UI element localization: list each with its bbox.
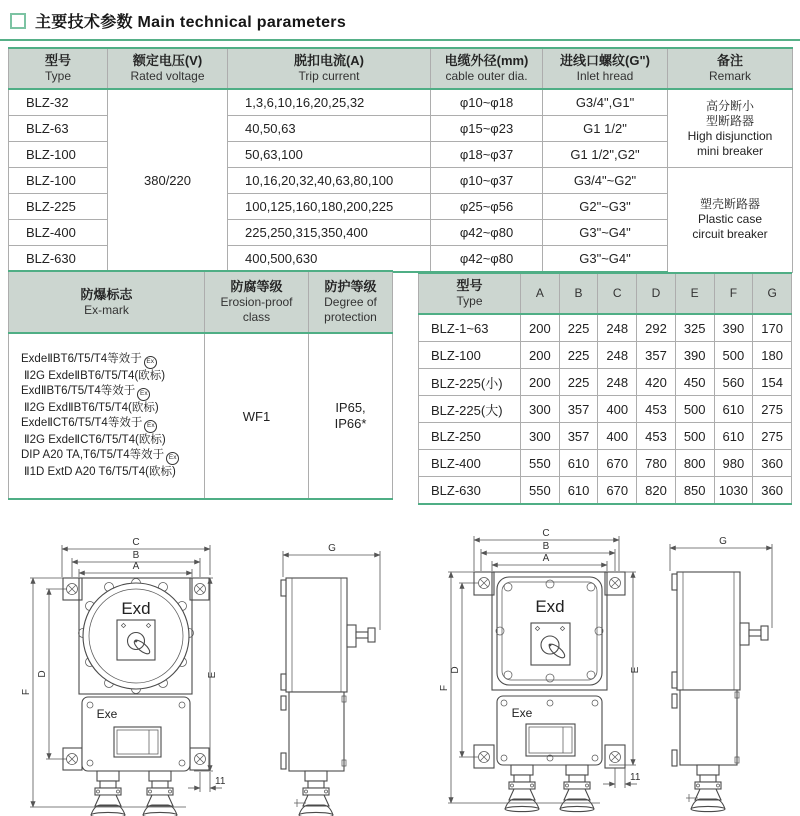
dim-label-b: B [542,541,550,552]
dim-label-a: A [542,553,550,564]
ex-certification-icon: Ex [144,420,157,433]
dim-label-d: D [450,666,461,674]
col-header-e: E [675,273,714,314]
col-header-exmark: 防爆标志 Ex-mark [9,271,205,333]
exd-label: Exd [121,599,151,618]
cell-current: 50,63,100 [228,142,431,168]
cell-cable: φ10~φ37 [431,168,543,194]
cell-type: BLZ-100 [9,142,108,168]
col-header-erosion: 防腐等级 Erosion-proof class [205,271,309,333]
cell-cable: φ18~φ37 [431,142,543,168]
dimension-drawing-square-cover [400,520,800,816]
technical-drawings [0,520,800,816]
cell-cable: φ25~φ56 [431,194,543,220]
cell-type: BLZ-63 [9,116,108,142]
cell-type: BLZ-225(大) [419,396,521,423]
cell-cable: φ15~φ23 [431,116,543,142]
dim-label-g: G [328,543,336,554]
cell-inlet: G3"~G4" [543,246,668,273]
col-header-voltage: 额定电压(V) Rated voltage [108,48,228,89]
dim-label-e: E [207,671,218,679]
dimensions-table [418,272,792,505]
section-bullet-icon [10,13,26,29]
front-view-drawing [439,528,641,812]
section-header [0,0,800,32]
table-row [9,89,793,116]
cell-cable: φ42~φ80 [431,220,543,246]
col-header-f: F [714,273,753,314]
table-row: BLZ-100 200 225 248 357 390 500 180 [419,342,792,369]
table-row: BLZ-1~63 200 225 248 292 325 390 170 [419,314,792,342]
cell-type: BLZ-630 [9,246,108,273]
dim-label-c: C [542,528,550,539]
cell-type: BLZ-100 [419,342,521,369]
cell-current: 400,500,630 [228,246,431,273]
main-parameters-table [8,47,793,273]
cell-cable: φ10~φ18 [431,89,543,116]
divider-line [0,39,800,41]
col-header-cable: 电缆外径(mm) cable outer dia. [431,48,543,89]
dim-label-f: F [21,688,32,696]
exd-label: Exd [535,597,565,616]
table-row: BLZ-250 300 357 400 453 500 610 275 [419,423,792,450]
cell-type: BLZ-32 [9,89,108,116]
dimensions-header-row [419,273,792,314]
cell-type: BLZ-225 [9,194,108,220]
col-header-protection: 防护等级 Degree of protection [309,271,393,333]
table-row: BLZ-630 550 610 670 820 850 1030 360 [419,477,792,505]
col-header-a: A [521,273,560,314]
cell-inlet: G2"~G3" [543,194,668,220]
dim-label-a: A [132,561,140,572]
cell-type: BLZ-100 [9,168,108,194]
table-row: BLZ-225(大) 300 357 400 453 500 610 275 [419,396,792,423]
col-header-type: 型号 Type [9,48,108,89]
cell-current: 1,3,6,10,16,20,25,32 [228,89,431,116]
cell-type: BLZ-400 [9,220,108,246]
cell-erosion-class: WF1 [205,333,309,499]
page-title: 主要技术参数 Main technical parameters [35,14,347,31]
ex-certification-icon: Ex [144,356,157,369]
ex-mark-table [8,270,393,500]
cell-current: 40,50,63 [228,116,431,142]
cell-voltage: 380/220 [108,89,228,272]
ex-certification-icon: Ex [137,388,150,401]
col-header-c: C [598,273,637,314]
col-header-remark: 备注 Remark [668,48,793,89]
cell-cable: φ42~φ80 [431,246,543,273]
col-header-b: B [559,273,598,314]
dim-label-d: D [37,670,48,678]
cell-type: BLZ-400 [419,450,521,477]
cell-inlet: G3"~G4" [543,220,668,246]
cell-inlet: G3/4"~G2" [543,168,668,194]
cell-remark-plastic-case: 塑壳断路器 Plastic case circuit breaker [668,168,793,273]
ex-mark-body-row [9,333,393,499]
cell-remark-mini-breaker: 高分断小 型断路器 High disjunction mini breaker [668,89,793,168]
cell-type: BLZ-630 [419,477,521,505]
cell-inlet: G1 1/2",G2" [543,142,668,168]
dim-label-offset: 11 [215,776,226,787]
col-header-d: D [637,273,676,314]
col-header-g: G [753,273,792,314]
dim-label-f: F [439,684,450,692]
cell-type: BLZ-225(小) [419,369,521,396]
side-view-drawing [281,543,380,816]
exe-label: Exe [96,707,118,721]
dim-label-c: C [132,537,140,548]
table-row: BLZ-400 550 610 670 780 800 980 360 [419,450,792,477]
cell-current: 10,16,20,32,40,63,80,100 [228,168,431,194]
cell-inlet: G3/4",G1" [543,89,668,116]
table-row: BLZ-225(小) 200 225 248 420 450 560 154 [419,369,792,396]
side-view-drawing [670,536,772,812]
dim-label-g: G [719,536,727,547]
cell-type: BLZ-1~63 [419,314,521,342]
cell-protection-degree: IP65, IP66* [309,333,393,499]
col-header-inlet: 进线口螺纹(G") Inlet hread [543,48,668,89]
cell-current: 225,250,315,350,400 [228,220,431,246]
col-header-current: 脱扣电流(A) Trip current [228,48,431,89]
cell-current: 100,125,160,180,200,225 [228,194,431,220]
dimension-drawing-round-cover [10,520,400,816]
dim-label-offset: 11 [630,772,641,783]
ex-certification-icon: Ex [166,452,179,465]
col-header-type: 型号 Type [419,273,521,314]
dim-label-b: B [132,550,140,561]
dim-label-e: E [630,666,641,674]
cell-type: BLZ-250 [419,423,521,450]
main-table-header-row [9,48,793,89]
front-view-drawing [21,537,226,816]
cell-ex-mark-list: ExdeⅡBT6/T5/T4等效于 Ex Ⅱ2G ExdeⅡBT6/T5/T4(欧标) ExdⅡBT6/T5/T4等效于 Ex Ⅱ2G ExdⅡBT6/T5/T4(欧标) ExdeⅡCT6/T5/T4等效于 Ex Ⅱ2G ExdeⅡCT6/T5/T4(欧标) DIP A20 TA,T6/T5/T4等效于 Ex Ⅱ1D ExtD A20 T6/T5/T4(欧标) [9,333,205,499]
cell-inlet: G1 1/2" [543,116,668,142]
exe-label: Exe [511,706,533,720]
ex-mark-header-row [9,271,393,333]
